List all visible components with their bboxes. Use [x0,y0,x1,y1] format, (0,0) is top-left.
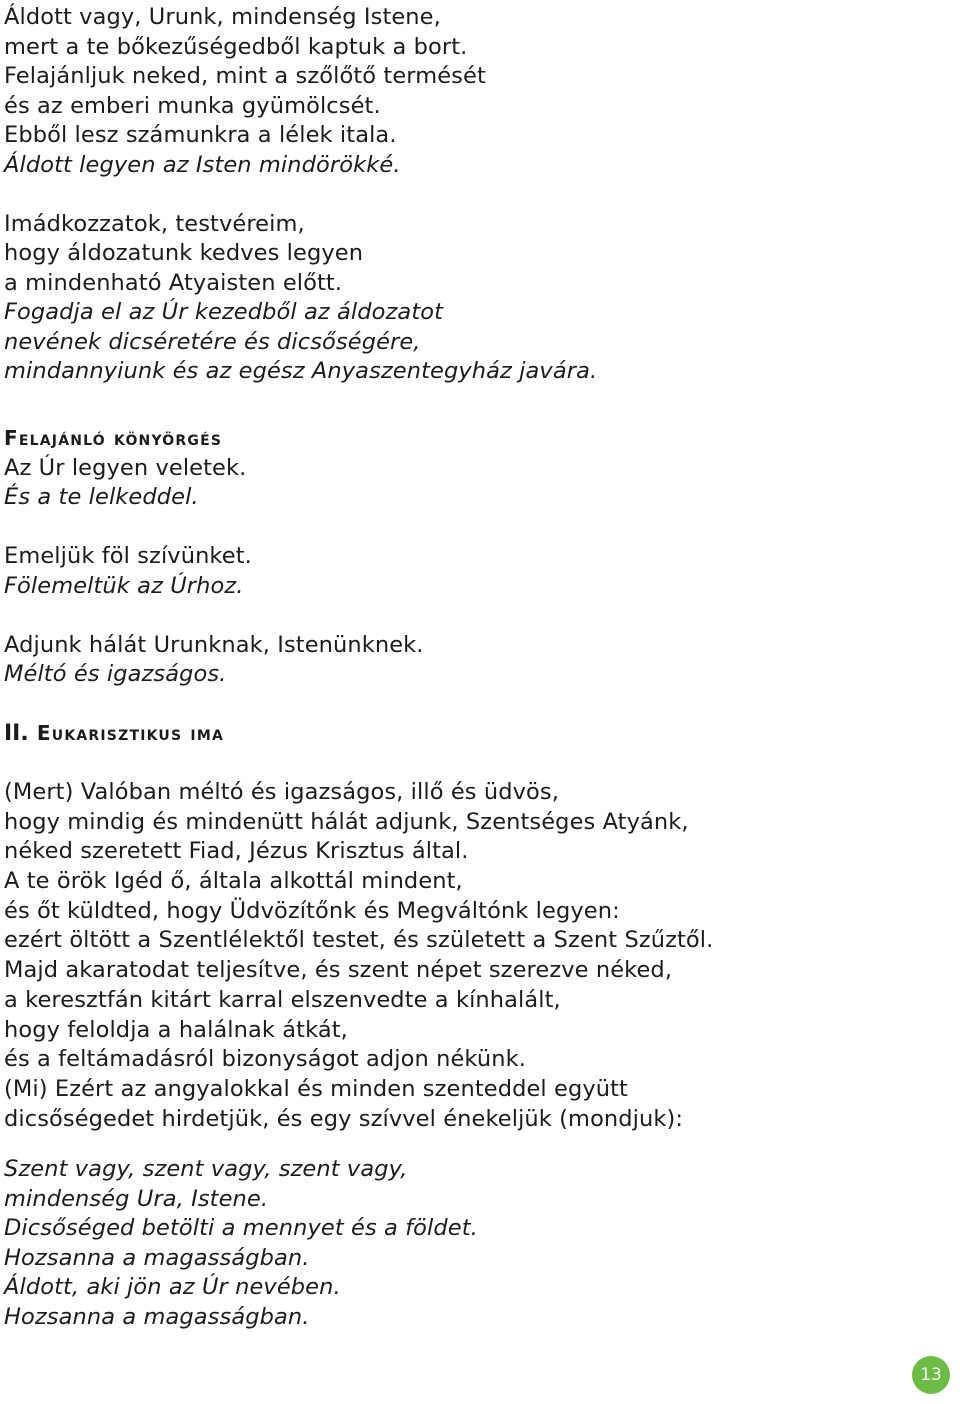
offertory-prayer-section [4,422,424,690]
dialogue-answer: Fölemeltük az Úrhoz. [4,572,244,599]
sanctus-line: Áldott, aki jön az Úr nevében. [4,1274,341,1300]
dialogue-answer: Méltó és igazságos. [4,661,227,687]
text-line: a mindenható Atyaisten előtt. [4,269,343,296]
text-line: Imádkozzatok, testvéreim, [4,210,305,237]
sanctus-line: Hozsanna a magasságban. [4,1244,310,1271]
dialogue-call: Emeljük föl szívünket. [4,543,252,569]
preface-line: és a feltámadásról bizonyságot adjon nékünk. [4,1046,526,1073]
offertory-wine-block [4,3,597,387]
text-line: és az emberi munka gyümölcsét. [4,92,381,119]
preface-line: Majd akaratodat teljesítve, és szent népet szerezve néked, [4,957,673,984]
text-line: Felajánljuk neked, mint a szőlőtő termését [4,63,486,89]
eucharistic-prayer-section [4,717,713,1134]
dialogue-call: Adjunk hálát Urunknak, Istenünknek. [4,631,424,658]
preface-line: dicsőségedet hirdetjük, és egy szívvel énekeljük (mondjuk): [4,1105,684,1132]
preface-line: (Mi) Ezért az angyalokkal és minden szenteddel együtt [4,1075,628,1102]
response-line: mindannyiunk és az egész Anyaszentegyház javára. [4,358,598,384]
sanctus-line: mindenség Ura, Istene. [4,1185,269,1212]
preface-line: néked szeretett Fiad, Jézus Krisztus által. [4,838,469,865]
text-line: mert a te bőkezűségedből kaptuk a bort. [4,33,468,60]
sanctus-line: Dicsőséged betölti a mennyet és a földet. [4,1215,478,1241]
dialogue-answer: És a te lelkeddel. [4,484,199,510]
dialogue-call: Az Úr legyen veletek. [4,454,247,481]
preface-line: ezért öltött a Szentlélektől testet, és született a Szent Szűztől. [4,927,714,954]
preface-line: és őt küldted, hogy Üdvözítőnk és Megváltónk legyen: [4,897,620,924]
section-heading: Felajánló könyörgés [4,426,223,450]
text-line: Ebből lesz számunkra a lélek itala. [4,122,397,148]
preface-line: (Mert) Valóban méltó és igazságos, illő és üdvös, [4,779,559,805]
sanctus-block [4,1155,478,1332]
section-numeral: II. [4,721,29,746]
response-line: nevének dicséretére és dicsőségére, [4,328,421,355]
preface-line: A te örök Igéd ő, általa alkottál mindent, [4,868,463,895]
sanctus-line: Hozsanna a magasságban. [4,1303,310,1330]
text-line: hogy áldozatunk kedves legyen [4,240,364,266]
response-line: Fogadja el az Úr kezedből az áldozatot [4,299,444,325]
section-heading [4,717,713,749]
text-line: Áldott vagy, Urunk, mindenség Istene, [4,4,441,30]
sanctus-line: Szent vagy, szent vagy, szent vagy, [4,1156,408,1182]
response-line: Áldott legyen az Isten mindörökké. [4,151,401,178]
section-title: Eukarisztikus ima [36,721,224,745]
page-number-badge: 13 [912,1356,950,1394]
preface-line: a keresztfán kitárt karral elszenvedte a kínhalált, [4,986,561,1013]
preface-line: hogy feloldja a halálnak átkát, [4,1016,348,1043]
preface-line: hogy mindig és mindenütt hálát adjunk, Szentséges Atyánk, [4,808,689,835]
